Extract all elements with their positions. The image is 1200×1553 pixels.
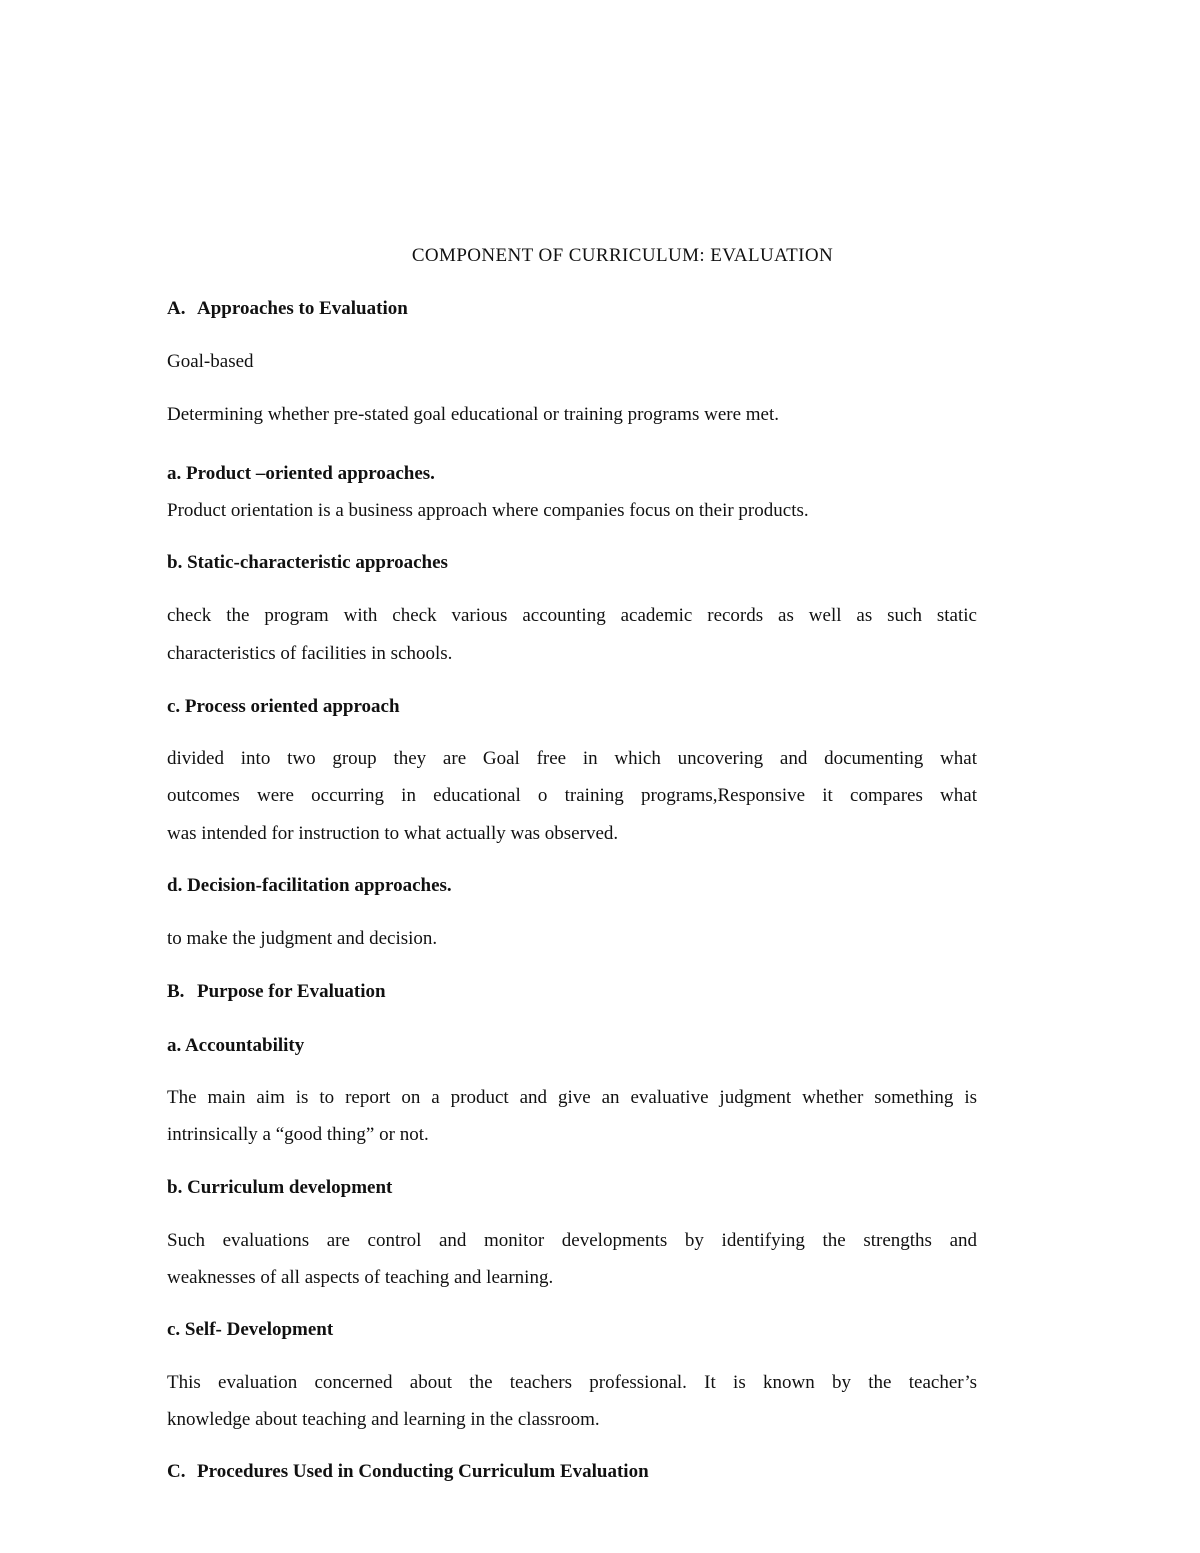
curriculum-development-heading: b. Curriculum development <box>167 1177 393 1198</box>
self-development-text-line-2: knowledge about teaching and learning in the classroom. <box>167 1409 600 1430</box>
section-c-letter: C. <box>167 1461 186 1482</box>
self-development-text-line-1: This evaluation concerned about the teachers professional. It is known by the teacher’s <box>167 1372 977 1393</box>
decision-facilitation-text: to make the judgment and decision. <box>167 928 438 949</box>
section-b-title: Purpose for Evaluation <box>197 981 386 1002</box>
section-a-letter: A. <box>167 298 186 319</box>
curriculum-development-text-line-1: Such evaluations are control and monitor developments by identifying the strengths and <box>167 1230 977 1251</box>
process-oriented-text-line-1: divided into two group they are Goal free in which uncovering and documenting what <box>167 748 977 769</box>
section-a-title: Approaches to Evaluation <box>197 298 408 319</box>
static-characteristic-text-line-2: characteristics of facilities in schools. <box>167 643 453 664</box>
accountability-heading: a. Accountability <box>167 1035 305 1056</box>
section-a-heading <box>167 297 408 321</box>
static-characteristic-heading: b. Static-characteristic approaches <box>167 552 448 573</box>
process-oriented-heading: c. Process oriented approach <box>167 696 400 717</box>
self-development-heading: c. Self- Development <box>167 1319 334 1340</box>
process-oriented-text-line-3: was intended for instruction to what actually was observed. <box>167 823 619 844</box>
accountability-text-line-2: intrinsically a “good thing” or not. <box>167 1124 429 1145</box>
decision-facilitation-heading: d. Decision-facilitation approaches. <box>167 875 452 896</box>
document-title: COMPONENT OF CURRICULUM: EVALUATION <box>411 245 834 266</box>
product-oriented-heading: a. Product –oriented approaches. <box>167 463 435 484</box>
accountability-text-line-1: The main aim is to report on a product and give an evaluative judgment whether something is <box>167 1087 977 1108</box>
section-c-heading <box>167 1460 649 1484</box>
section-c-title: Procedures Used in Conducting Curriculum Evaluation <box>197 1461 649 1482</box>
goal-based-text: Determining whether pre-stated goal educational or training programs were met. <box>167 404 779 425</box>
static-characteristic-text-line-1: check the program with check various accounting academic records as well as such static <box>167 605 977 626</box>
product-oriented-text: Product orientation is a business approach where companies focus on their products. <box>167 500 809 521</box>
section-b-letter: B. <box>167 981 185 1002</box>
process-oriented-text-line-2: outcomes were occurring in educational o training programs,Responsive it compares what <box>167 785 977 806</box>
section-b-heading <box>167 980 386 1004</box>
curriculum-development-text-line-2: weaknesses of all aspects of teaching and learning. <box>167 1267 554 1288</box>
goal-based-label: Goal-based <box>167 351 254 372</box>
